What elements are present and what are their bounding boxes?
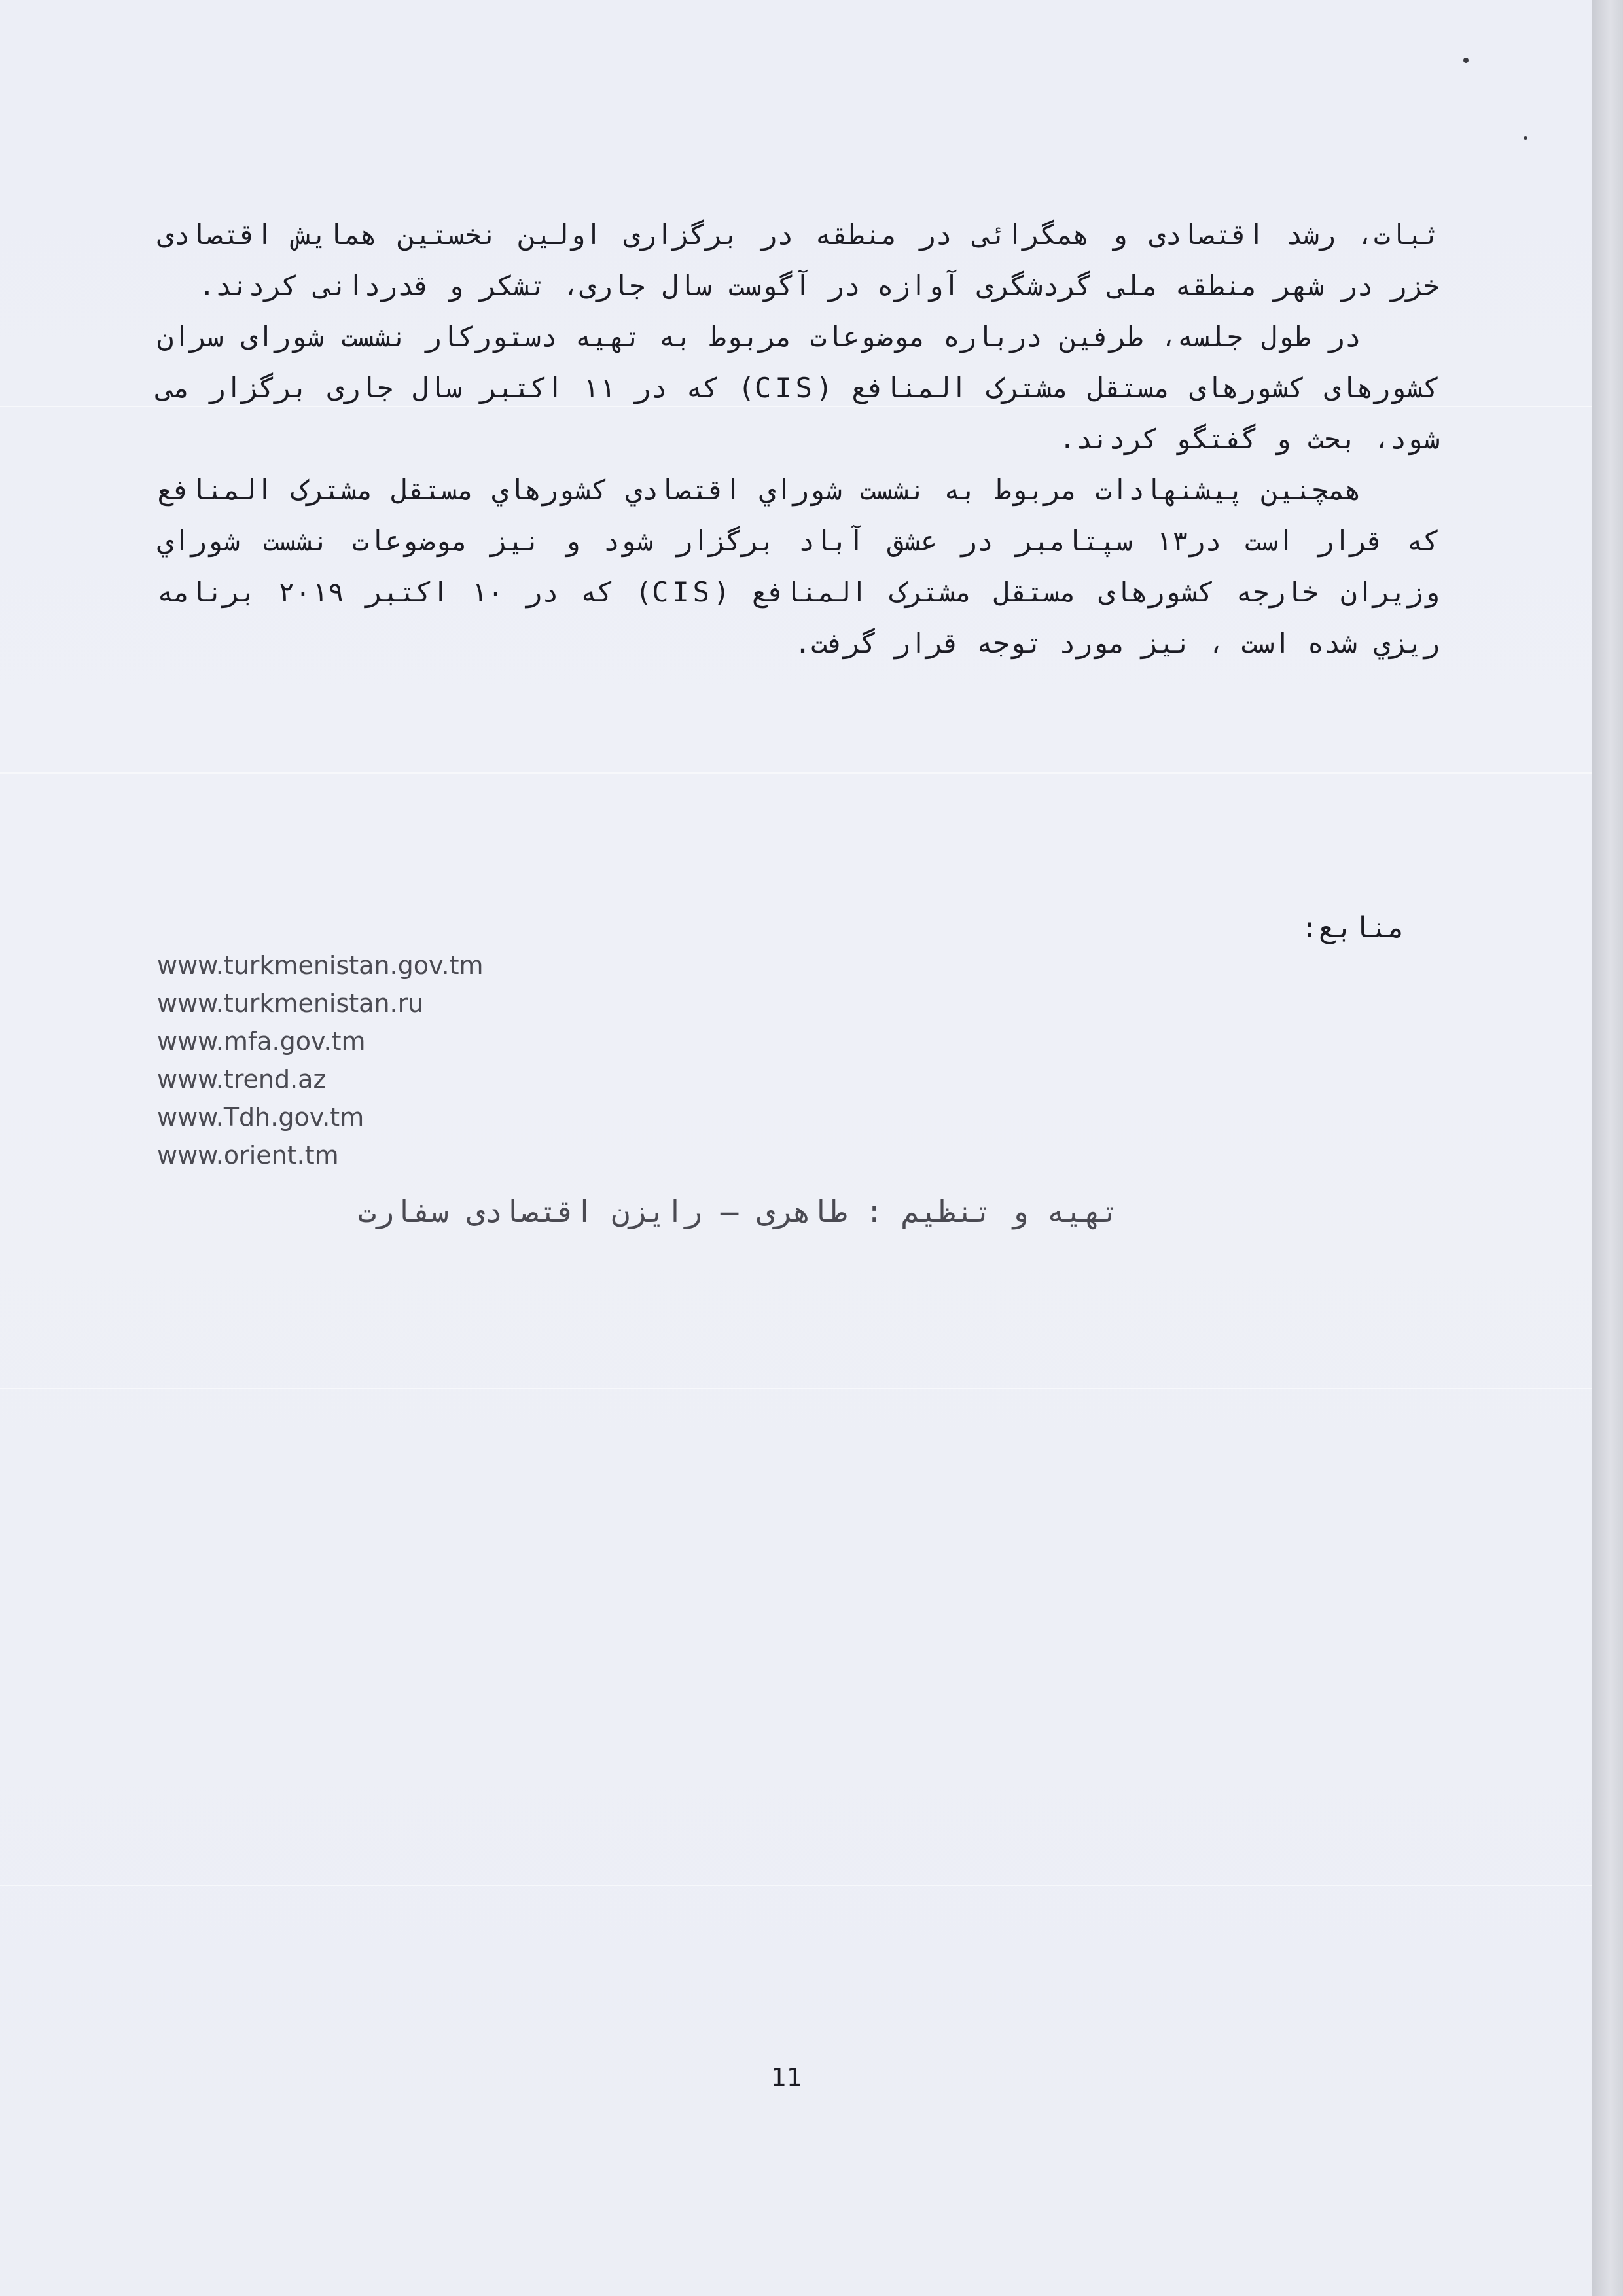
- punch-dot: [1524, 136, 1527, 140]
- paragraph-2: در طول جلسه، طرفین درباره موضوعات مربوط به تهیه دستورکار نشست شورای سران کشورهای کشورهای مستقل مشترک المنافع (CIS) که در ۱۱ اکتبر سال جاری برگزار می شود، بحث و گفتگو کردند.: [157, 321, 1440, 455]
- paragraph-1: ثبات، رشد اقتصادی و همگرائی در منطقه در برگزاری اولین نخستین همایش اقتصادی خزر در شهر منطقه ملی گردشگری آوازه در آگوست سال جاری، تشکر و قدردانی کردند.: [157, 219, 1440, 302]
- source-link[interactable]: www.trend.az: [157, 1065, 327, 1094]
- paper-fold-line: [0, 1885, 1592, 1886]
- source-link[interactable]: www.turkmenistan.gov.tm: [157, 951, 484, 980]
- prepared-by-line: تهیه و تنظیم : طاهری – رایزن اقتصادی سفارت: [357, 1194, 1119, 1229]
- source-link[interactable]: www.turkmenistan.ru: [157, 989, 424, 1018]
- paper-fold-line: [0, 1388, 1592, 1389]
- scanner-edge: [1592, 0, 1623, 2296]
- paper-fold-line: [0, 772, 1592, 774]
- body-text: [157, 209, 1440, 669]
- source-link[interactable]: www.mfa.gov.tm: [157, 1027, 366, 1056]
- source-link[interactable]: www.Tdh.gov.tm: [157, 1103, 365, 1132]
- punch-dot: [1463, 58, 1469, 63]
- page-number: 11: [770, 2063, 803, 2092]
- sources-list: [157, 946, 615, 1174]
- sources-heading: منابع:: [1301, 911, 1405, 944]
- source-link[interactable]: www.orient.tm: [157, 1141, 339, 1170]
- paragraph-3: همچنین پیشنهادات مربوط به نشست شوراي اقتصادي کشورهاي مستقل مشترک المنافع که قرار است در۱۳ سپتامبر در عشق آباد برگزار شود و نیز موضوعات نشست شوراي وزيران خارجه کشورهای مستقل مشترک المنافع (CIS) که در ۱۰ اکتبر ۲۰۱۹ برنامه ریزي شده است ، نیز مورد توجه قرار گرفت.: [157, 474, 1440, 659]
